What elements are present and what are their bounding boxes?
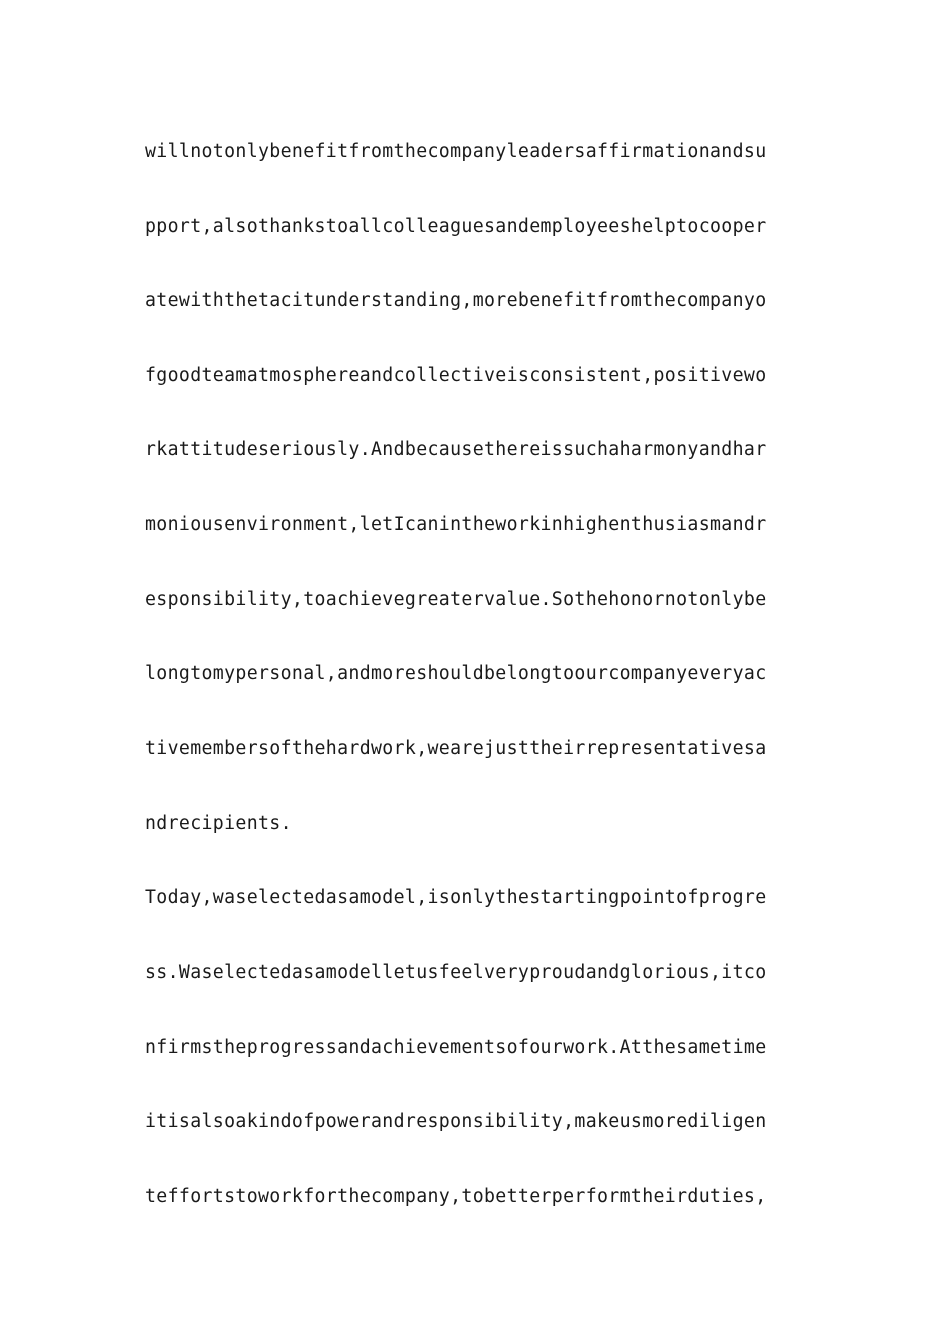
text-line: rkattitudeseriously.Andbecausethereissuchaharmonyandhar: [145, 439, 767, 460]
text-line: Today,waselectedasamodel,isonlythestartingpointofprogre: [145, 887, 767, 908]
text-line: ss.Waselectedasamodelletusfeelveryproudandglorious,itco: [145, 962, 767, 983]
text-line: willnotonlybenefitfromthecompanyleadersaffirmationandsu: [145, 141, 767, 162]
text-line: teffortstoworkforthecompany,tobetterperformtheirduties,: [145, 1186, 767, 1207]
text-line: ndrecipients.: [145, 813, 292, 834]
text-line: tivemembersofthehardwork,wearejusttheirrepresentativesa: [145, 738, 767, 759]
text-line: pport,alsothankstoallcolleaguesandemployeeshelptocooper: [145, 216, 767, 237]
text-line: esponsibility,toachievegreatervalue.Sothehonornotonlybe: [145, 589, 767, 610]
text-line: itisalsoakindofpowerandresponsibility,makeusmorediligen: [145, 1111, 767, 1132]
text-line: moniousenvironment,letIcanintheworkinhighenthusiasmandr: [145, 514, 767, 535]
text-line: longtomypersonal,andmoreshouldbelongtoourcompanyeveryac: [145, 663, 767, 684]
text-line: nfirmstheprogressandachievementsofourwork.Atthesametime: [145, 1037, 767, 1058]
text-line: atewiththetacitunderstanding,morebenefitfromthecompanyo: [145, 290, 767, 311]
text-line: fgoodteamatmosphereandcollectiveisconsistent,positivewo: [145, 365, 767, 386]
